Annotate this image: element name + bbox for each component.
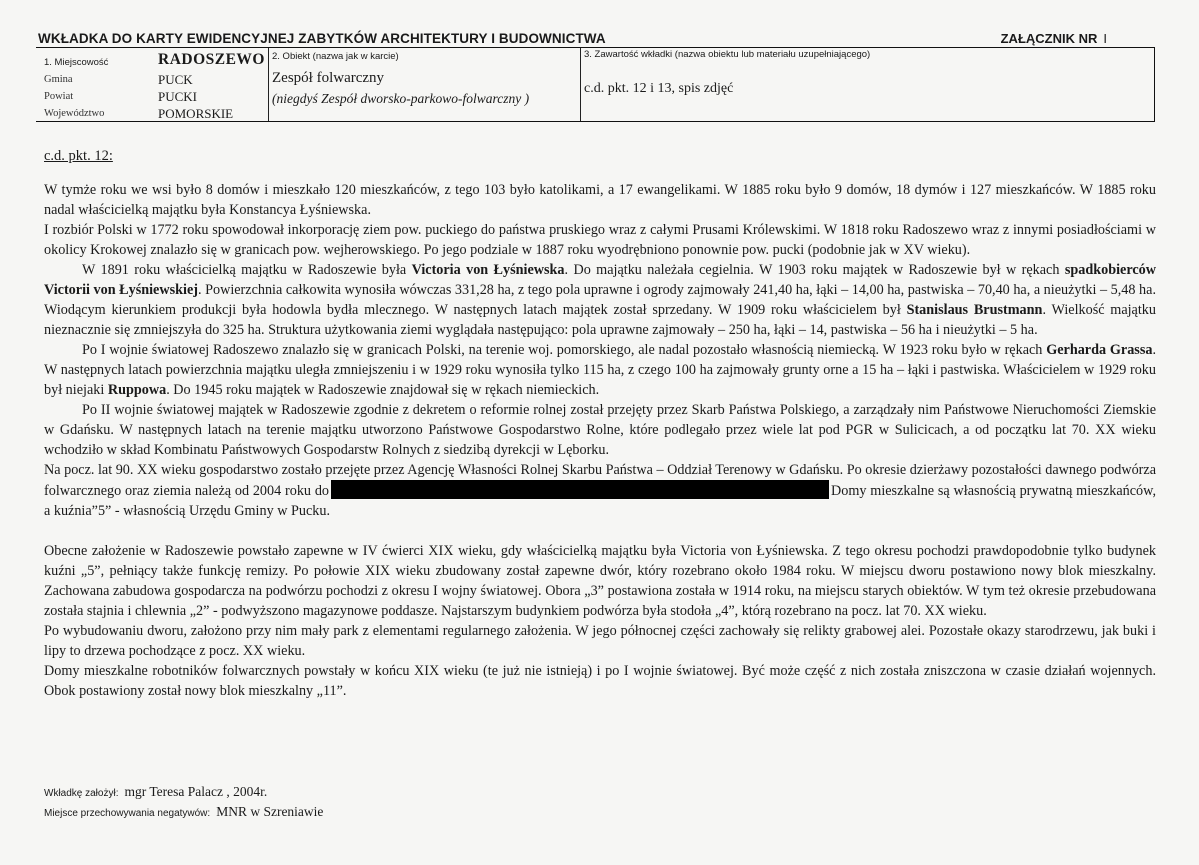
text-run: W 1891 roku właścicielką majątku w Radoszewie była [82, 262, 412, 278]
contents-label: 3. Zawartość wkładki (nazwa obiektu lub materiału uzupełniającego) [584, 49, 871, 60]
header-table [36, 47, 1155, 122]
author-line [44, 784, 267, 800]
text-run: Po I wojnie światowej Radoszewo znalazło się w granicach Polski, na terenie woj. pomorskiego, ale nadal pozostało własnością niemiecką. W 1923 roku było w rękach [82, 342, 1047, 358]
object-cell [268, 48, 581, 121]
text-run: Domy mieszkalne są własnością prywatną mieszkańców, a kuźnia”5” - własnością Urzędu Gminy w Pucku. [44, 483, 1156, 519]
location-cell [36, 48, 269, 121]
paragraph-5: Po II wojnie światowej majątek w Radoszewie zgodnie z dekretem o reformie rolnej został przejęty przez Skarb Państwa Polskiego, a zarządzały nim Państwowe Nieruchomości Ziemskie w Gdańsku. W następnych latach na terenie majątku utworzono Państwowe Gospodarstwo Rolne, które podlegało przez wiele lat pod PGR w Sulicicach, a od początku lat 70. XX wieku wchodziło w skład Kombinatu Państwowych Gospodarstw Rolnych z siedzibą dyrekcji w Lęborku. [44, 402, 1156, 458]
paragraph-4 [44, 340, 1156, 400]
negatives-line [44, 804, 323, 820]
powiat-value: PUCKI [158, 89, 198, 104]
redaction-bar [331, 480, 829, 499]
owner-name: Ruppowa [107, 382, 167, 398]
author-label: Wkładkę założył: [44, 788, 119, 799]
text-run: . Wielkość majątku nieznacznie się zmniejszyła do 325 ha. Struktura użytkowania ziemi wyglądała następująco: pola uprawne zajmowały – 250 ha, łąki – 14, pastwiska – 56 ha i nieużytki – 5 ha. [44, 302, 1156, 338]
text-run: . Do 1945 roku majątek w Radoszewie znajdował się w rękach niemieckich. [166, 382, 600, 398]
powiat-label: Powiat [44, 91, 74, 102]
annex-number: I [1103, 31, 1107, 46]
text-run: Na pocz. lat 90. XX wieku gospodarstwo zostało przejęte przez Agencję Własności Rolnej Skarbu Państwa – Oddział Terenowy w Gdańsku. Po okresie dzierżawy pozostałości dawnego podwórza folwarcznego oraz ziemia należą od 2004 roku do [44, 462, 1156, 499]
contents-value: c.d. pkt. 12 i 13, spis zdjęć [584, 81, 734, 96]
wojewodztwo-value: POMORSKIE [158, 106, 234, 121]
owner-name: Stanislaus Brustmann [906, 302, 1043, 318]
negatives-label: Miejsce przechowywania negatywów: [44, 808, 211, 819]
annex-label [1001, 31, 1107, 46]
paragraph-3 [44, 260, 1156, 340]
object-former-name: (niegdyś Zespół dworsko-parkowo-folwarczny ) [272, 91, 530, 106]
owner-name: Victoria von Łyśniewska [411, 262, 565, 278]
owner-name: spadkobierców Victorii von Łyśniewskiej [44, 262, 1156, 298]
miejscowosc-value: RADOSZEWO [158, 51, 265, 68]
annex-label-text: ZAŁĄCZNIK NR [1000, 31, 1098, 46]
text-run: . W następnych latach powierzchnia majątku uległa zmniejszeniu i w 1929 roku wynosiła tylko 115 ha, z czego 100 ha zajmowały grunty orne a 15 ha – łąki i pastwiska. Właścicielem w 1929 roku był niejaki [44, 342, 1156, 398]
object-label: 2. Obiekt (nazwa jak w karcie) [272, 51, 399, 62]
section-title: c.d. pkt. 12: [44, 148, 113, 164]
contents-cell [580, 48, 1154, 121]
miejscowosc-label: 1. Miejscowość [44, 57, 109, 68]
author-value: mgr Teresa Palacz , 2004r. [124, 784, 268, 799]
paragraph-1: W tymże roku we wsi było 8 domów i mieszkało 120 mieszkańców, z tego 103 było katolikami, a 17 ewangelikami. W 1885 roku było 9 domów, 18 dymów i 127 mieszkańców. W 1885 roku nadal właścicielką majątku była Konstancya Łyśniewska. [44, 182, 1156, 218]
paragraph-9: Domy mieszkalne robotników folwarcznych powstały w końcu XIX wieku (te już nie istnieją) i po I wojnie światowej. Być może część z nich została zniszczona w czasie działań wojennych. Obok postawiony został nowy blok mieszkalny „11”. [44, 663, 1156, 699]
negatives-value: MNR w Szreniawie [216, 804, 324, 819]
paragraph-2: I rozbiór Polski w 1772 roku spowodował inkorporację ziem pow. puckiego do państwa pruskiego wraz z całymi Prusami Królewskimi. W 1818 roku Radoszewo wraz z innymi posiadłościami w okolicy Krokowej znalazło się w granicach pow. wejherowskiego. Po jego podziale w 1887 roku wyodrębniono ponownie pow. pucki (podobnie jak w XV wieku). [44, 222, 1156, 258]
body-text [44, 180, 1156, 701]
document-title: WKŁADKA DO KARTY EWIDENCYJNEJ ZABYTKÓW ARCHITEKTURY I BUDOWNICTWA [38, 31, 606, 46]
paragraph-6 [44, 460, 1156, 521]
object-name: Zespół folwarczny [272, 70, 385, 86]
gmina-value: PUCK [158, 72, 193, 87]
text-run: . Do majątku należała cegielnia. W 1903 roku majątek w Radoszewie był w rękach [564, 262, 1065, 278]
gmina-label: Gmina [44, 74, 73, 85]
owner-name: Gerharda Grassa [1046, 342, 1153, 358]
wojewodztwo-label: Województwo [44, 108, 105, 119]
text-run: . Powierzchnia całkowita wynosiła wówczas 331,28 ha, z tego pola uprawne i ogrody zajmowały 241,40 ha, łąki – 14,00 ha, pastwiska – 70,40 ha, a nieużytki – 5,48 ha. Wiodącym kierunkiem produkcji była hodowla bydła mlecznego. W następnych latach majątek został sprzedany. W 1909 roku właścicielem był [44, 282, 1156, 318]
paragraph-8: Po wybudowaniu dworu, założono przy nim mały park z elementami regularnego założenia. W jego północnej części zachowały się relikty grabowej alei. Pozostałe okazy starodrzewu, jak buki i lipy to drzewa pochodzące z pocz. XX wieku. [44, 623, 1156, 659]
paragraph-7: Obecne założenie w Radoszewie powstało zapewne w IV ćwierci XIX wieku, gdy właścicielką majątku była Victoria von Łyśniewska. Z tego okresu pochodzi prawdopodobnie tylko budynek kuźni „5”, pełniący także funkcję remizy. Po połowie XIX wieku zbudowany został zapewne dwór, który rozebrano około 1984 roku. W miejscu dworu postawiono nowy blok mieszkalny. Zachowana zabudowa gospodarcza na podwórzu pochodzi z okresu I wojny światowej. Obora „3” postawiona została w 1914 roku, na miejscu starych obiektów. W tym też okresie przebudowana została stajnia i chlewnia „2” - podwyższono magazynowe poddasze. Najstarszym budynkiem podwórza była stodoła „4”, którą rozebrano na pocz. lat 70. XX wieku. [44, 543, 1156, 619]
